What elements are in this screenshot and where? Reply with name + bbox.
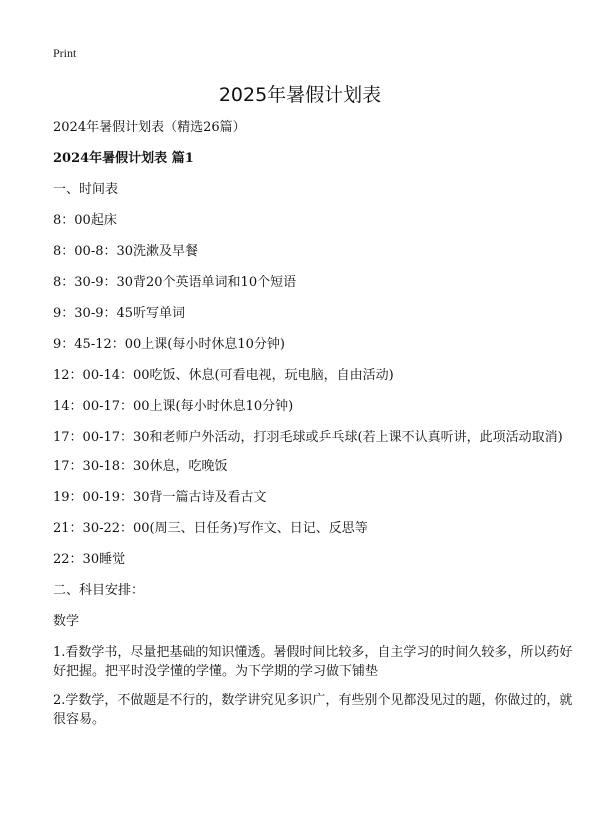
text-line: 数学 (53, 614, 80, 629)
text-line: 8：00起床 (53, 213, 117, 228)
text-line: 1.看数学书，尽量把基础的知识懂透。暑假时间比较多，自主学习的时间久较多，所以药好好把握。把平时没学懂的学懂。为下学期的学习做下铺垫 (53, 645, 573, 679)
page-title: 2025年暑假计划表 (218, 84, 382, 106)
text-line: 二、科目安排： (53, 583, 145, 598)
text-line: 22：30睡觉 (53, 552, 126, 567)
article-subtitle: 2024年暑假计划表（精选26篇） (53, 120, 246, 135)
text-line: 8：30-9：30背20个英语单词和10个短语 (53, 275, 297, 290)
text-line: 12：00-14：00吃饭、休息(可看电视，玩电脑，自由活动) (53, 368, 394, 383)
text-line: 一、时间表 (53, 182, 119, 197)
section-heading: 2024年暑假计划表 篇1 (53, 151, 194, 166)
article-body (53, 118, 573, 739)
print-link[interactable]: Print (53, 46, 77, 60)
text-line: 14：00-17：00上课(每小时休息10分钟) (53, 399, 294, 414)
text-line: 2.学数学，不做题是不行的，数学讲究见多识广，有些别个见都没见过的题，你做过的，就很容易。 (53, 693, 573, 727)
text-line: 8：00-8：30洗漱及早餐 (53, 244, 199, 259)
text-line: 21：30-22：00(周三、日任务)写作文、日记、反思等 (53, 521, 368, 536)
text-line: 17：30-18：30休息，吃晚饭 (53, 459, 228, 474)
text-line: 9：30-9：45听写单词 (53, 306, 186, 321)
text-line: 9：45-12：00上课(每小时休息10分钟) (53, 337, 285, 352)
text-line: 19：00-19：30背一篇古诗及看古文 (53, 490, 267, 505)
text-line: 17：00-17：30和老师户外活动，打羽毛球或乒乓球(若上课不认真听讲，此项活动取消) (53, 430, 563, 445)
